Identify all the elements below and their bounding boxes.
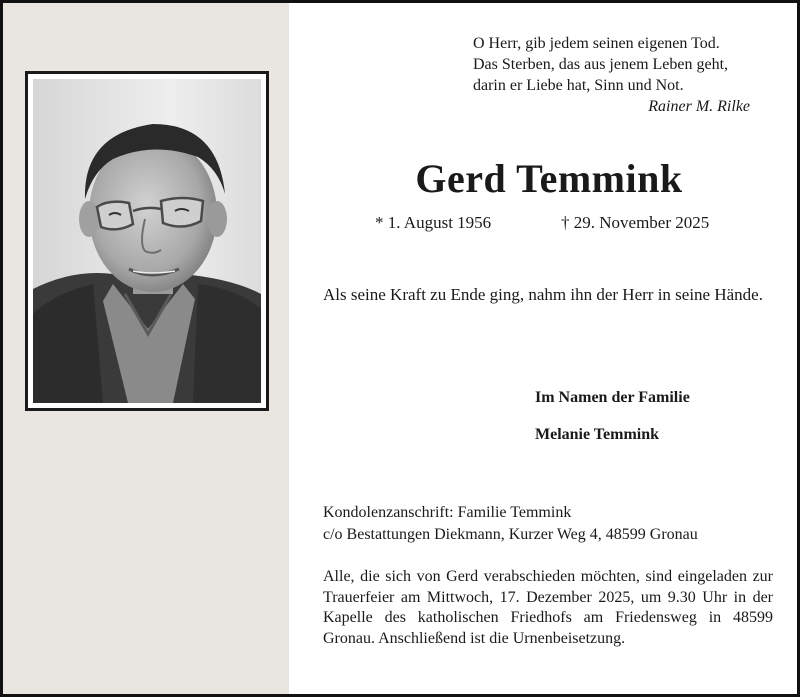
farewell-verse: Als seine Kraft zu Ende ging, nahm ihn der Herr in seine Hände. (323, 285, 763, 304)
funeral-invitation: Alle, die sich von Gerd verabschieden möchten, sind eingeladen zur Trauerfeier am Mittwoch, 17. Dezember 2025, um 9.30 Uhr in der Kapelle des katholischen Friedhofs am Friedensweg in 48599 Gronau. Anschließend ist die Urnenbeisetzung. (323, 568, 773, 647)
poem-quote (473, 33, 751, 117)
condolence-address (323, 502, 698, 546)
portrait-frame (25, 71, 269, 411)
condolence-line: c/o Bestattungen Diekmann, Kurzer Weg 4, 48599 Gronau (323, 526, 698, 543)
death-date: † 29. November 2025 (561, 213, 710, 232)
birth-date: * 1. August 1956 (375, 213, 492, 232)
poem-line: Das Sterben, das aus jenem Leben geht, (473, 56, 729, 73)
deceased-name: Gerd Temmink (415, 156, 683, 201)
photo-panel (3, 3, 289, 694)
portrait-photo (33, 79, 261, 403)
poem-line: darin er Liebe hat, Sinn und Not. (473, 77, 684, 94)
condolence-line: Kondolenzanschrift: Familie Temmink (323, 504, 572, 521)
family-signature-label: Im Namen der Familie (535, 389, 690, 406)
poem-line: O Herr, gib jedem seinen eigenen Tod. (473, 35, 720, 52)
family-signature-name: Melanie Temmink (535, 426, 660, 443)
poem-author: Rainer M. Rilke (648, 98, 751, 115)
